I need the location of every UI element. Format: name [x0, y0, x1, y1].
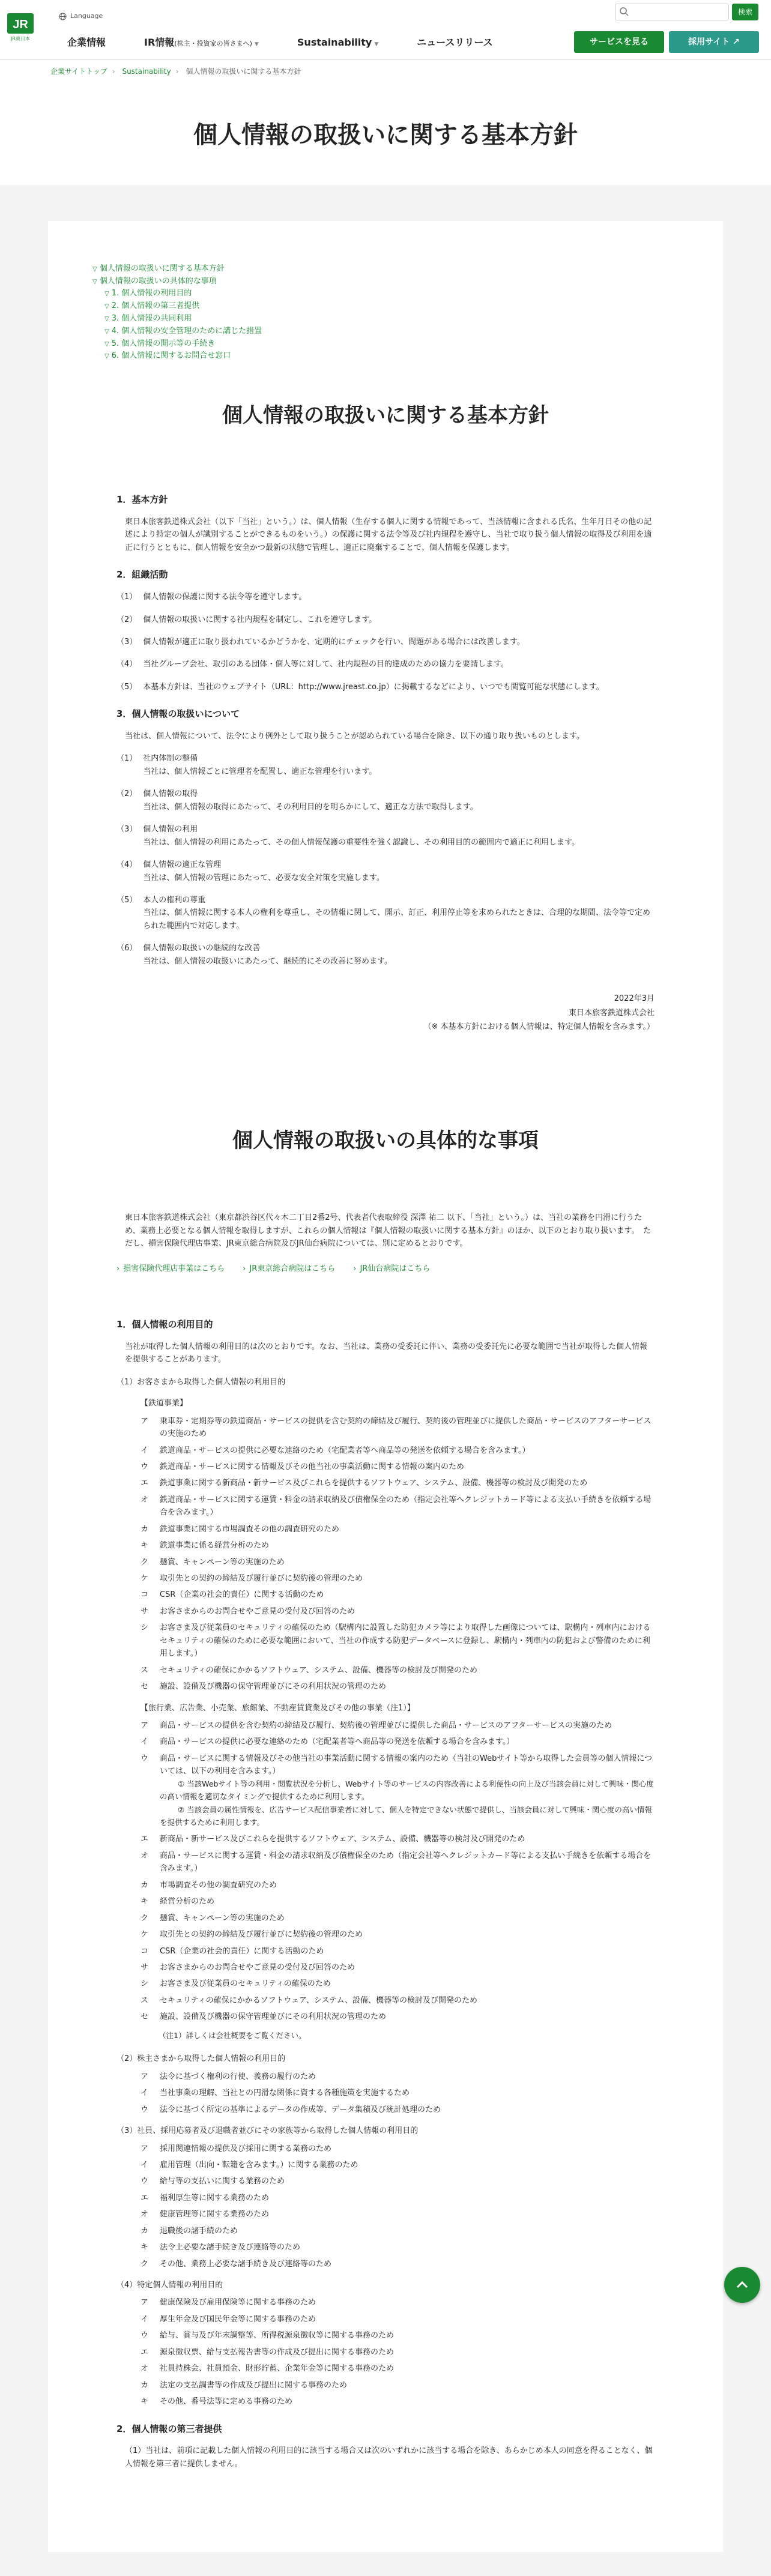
chevron-down-icon: ▼	[254, 41, 259, 47]
list-item: ア 商品・サービスの提供を含む契約の締結及び履行、契約後の管理並びに提供した商品・サービスのアフターサービスの実施のため	[141, 1721, 612, 1730]
nav-news[interactable]: ニュースリリース	[417, 37, 493, 48]
breadcrumb-top[interactable]: 企業サイトトップ	[50, 67, 107, 76]
toc-item[interactable]: ▽ 3. 個人情報の共同利用	[104, 313, 192, 323]
list-item: シ お客さま及び従業員のセキュリティの確保のため（駅構内に設置した防犯カメラ等により取得した画像については、駅構内・列車内におけるセキュリティの確保のために必要な範囲において、当社の作成する防犯データベースに登録し、駅構内・列車内の防犯および警備のために利用します。）	[141, 1623, 651, 1659]
search-input[interactable]	[615, 4, 729, 20]
list-item: （5） 本基本方針は、当社のウェブサイト（URL：http://www.jreast.co.jp）に掲載するなどにより、いつでも閲覧可能な状態にします。	[116, 682, 604, 692]
footnote: （注1）詳しくは会社概要をご覧ください。	[159, 2030, 306, 2040]
table-of-contents	[92, 263, 655, 363]
list-item: イ 雇用管理（出向・転籍を含みます。）に関する業務のため	[141, 2160, 358, 2170]
link-tokyo-hospital[interactable]: › JR東京総合病院はこちら	[243, 1262, 335, 1275]
chevron-up-icon	[735, 2278, 749, 2292]
subheading: （4）特定個人情報の利用目的	[116, 2281, 223, 2290]
signature: 2022年3月 東日本旅客鉄道株式会社 （※ 本基本方針における個人情報は、特定個人情報を含みます。）	[423, 994, 655, 1031]
paragraph: 当社が取得した個人情報の利用目的は次のとおりです。なお、当社は、業務の受委託に伴い、業務の受委託先に必要な範囲で当社が取得した個人情報を提供することがあります。	[125, 1342, 647, 1365]
jr-east-logo[interactable]	[7, 13, 34, 42]
search-icon	[619, 7, 629, 16]
heading: 1．個人情報の利用目的	[116, 1319, 213, 1330]
list-item: シ お客さま及び従業員のセキュリティの確保のため	[141, 1979, 331, 1989]
nav-corporate[interactable]: 企業情報	[67, 37, 106, 48]
list-item: エ 福利厚生等に関する業務のため	[141, 2193, 270, 2203]
list-item: （1） 個人情報の保護に関する法令等を遵守します。	[116, 593, 307, 602]
paragraph: 東日本旅客鉄道株式会社（以下「当社」という。）は、個人情報（生存する個人に関する情報であって、当該情報に含まれる氏名、生年月日その他の記述により特定の個人が識別することができるものをいう。）の保護に関する法令等及び社内規程を遵守し、当社で取り扱う個人情報の取得及び利用を適正に行うとともに、個人情報を安全かつ最新の状態で管理し、適正に廃棄することで、個人情報を保護します。	[125, 517, 652, 552]
list-item: ウ 鉄道商品・サービスに関する情報及びその他当社の事業活動に関する情報の案内のため	[141, 1462, 465, 1471]
list-item: ウ 給与等の支払いに関する業務のため	[141, 2177, 285, 2186]
toc-item[interactable]: ▽ 個人情報の取扱いに関する基本方針	[92, 264, 225, 273]
list-item: （5） 本人の権利の尊重 当社は、個人情報に関する本人の権利を尊重し、その情報に関して、開示、訂正、利用停止等を求められたときは、合理的な期間、法令等で定められた範囲内で対応します。	[116, 895, 651, 931]
list-item: （3） 個人情報が適正に取り扱われているかどうかを、定期的にチェックを行い、問題がある場合には改善します。	[116, 637, 525, 647]
list-item: イ 商品・サービスの提供に必要な連絡のため（宅配業者等へ商品等の発送を依頼する場合を含みます。）	[141, 1737, 515, 1747]
scroll-to-top-button[interactable]	[724, 2267, 760, 2303]
list-item: （6） 個人情報の取扱いの継続的な改善 当社は、個人情報の取扱いにあたって、継続的にその改善に努めます。	[116, 944, 392, 966]
list-item: イ 厚生年金及び国民年金等に関する事務のため	[141, 2314, 316, 2324]
shareholder-list	[141, 2071, 655, 2116]
toc-item[interactable]: ▽ 個人情報の取扱いの具体的な事項	[92, 276, 217, 286]
mynumber-list	[141, 2296, 655, 2408]
language-switch[interactable]	[59, 11, 103, 22]
list-item: ウ 給与、賞与及び年末調整等、所得税源泉徴収等に関する事務のため	[141, 2331, 395, 2341]
chevron-down-icon: ▼	[374, 41, 379, 47]
heading: 2．組織活動	[116, 569, 168, 581]
global-nav	[67, 35, 493, 50]
list-item: サ お客さまからのお問合せやご意見の受付及び回答のため	[141, 1962, 355, 1972]
paragraph: 当社は、個人情報について、法令により例外として取り扱うことが認められている場合を除き、以下の通り取り扱いものとします。	[125, 732, 584, 741]
list-item: イ 鉄道商品・サービスの提供に必要な連絡のため（宅配業者等へ商品等の発送を依頼する場合を含みます。）	[141, 1446, 530, 1455]
list-item: オ 社員持株会、社員預金、財形貯蓄、企業年金等に関する事務のため	[141, 2364, 395, 2374]
subheading: （3）社員、採用応募者及び退職者並びにその家族等から取得した個人情報の利用目的	[116, 2126, 419, 2136]
list-item: ス セキュリティの確保にかかるソフトウェア、システム、設備、機器等の検討及び開発のため	[141, 1665, 477, 1675]
list-item: ウ 商品・サービスに関する情報及びその他当社の事業活動に関する情報の案内のため（当社のWebサイト等から取得した会員等の個人情報については、以下の利用を含みます。） ① 当該Webサイト等の利用・閲覧状況を分析し、Webサイト等のサービスの内容改善による利便性の向上及び当該会員に対して興味・関心度の高い情報を適切なタイミングで提供するために利用します。 ② 当該会員の属性情報を、広告サービス配信事業者に対して、個人を特定できない状態で提供し、当該会員に対して興味・関心度の高い情報を提供するために利用します。	[141, 1754, 654, 1827]
section-title: 個人情報の取扱いの具体的な事項	[232, 1129, 539, 1153]
list-item: カ 法定の支払調書等の作成及び提出に関する事務のため	[141, 2380, 348, 2390]
paragraph: （1）当社は、前項に記載した個人情報の利用目的に該当する場合又は次のいずれかに該当する場合を除き、あらかじめ本人の同意を得ることなく、個人情報を第三者に提供しません。	[125, 2446, 653, 2469]
language-label: Language	[70, 12, 103, 20]
subheading: 【旅行業、広告業、小売業、旅館業、不動産賃貸業及びその他の事業（注1）】	[141, 1703, 415, 1713]
list-item: オ 商品・サービスに関する運賃・料金の請求収納及び債権保全のため（指定会社等へクレジットカード等による支払い手続きを依頼する場合を含みます。）	[141, 1851, 652, 1874]
subheading: 【鉄道事業】	[141, 1399, 188, 1408]
recruit-button[interactable]: 採用サイト ↗	[669, 31, 759, 53]
service-button[interactable]: サービスを見る	[574, 31, 664, 53]
toc-item[interactable]: ▽ 2. 個人情報の第三者提供	[104, 301, 200, 311]
handling-list	[116, 752, 655, 968]
page-title: 個人情報の取扱いに関する基本方針	[193, 121, 578, 149]
breadcrumb-current: 個人情報の取扱いに関する基本方針	[186, 67, 301, 76]
site-header	[0, 0, 771, 60]
list-item: カ 退職後の諸手続のため	[141, 2226, 238, 2236]
list-item: セ 施設、設備及び機器の保守管理並びにその利用状況の管理のため	[141, 1682, 387, 1692]
list-item: キ 法令上必要な諸手続き及び連絡等のため	[141, 2243, 301, 2252]
toc-item[interactable]: ▽ 6. 個人情報に関するお問合せ窓口	[104, 351, 231, 361]
subheading: （1）お客さまから取得した個人情報の利用目的	[116, 1377, 286, 1387]
org-list	[116, 591, 655, 693]
list-item: キ 経営分析のため	[141, 1897, 215, 1907]
list-item: ス セキュリティの確保にかかるソフトウェア、システム、設備、機器等の検討及び開発のため	[141, 1995, 477, 2005]
other-business-list	[141, 1719, 655, 2024]
rail-list	[141, 1415, 655, 1694]
list-item: ウ 法令に基づく所定の基準によるデータの作成等、データ集積及び統計処理のため	[141, 2105, 441, 2114]
list-item: カ 鉄道事業に関する市場調査その他の調査研究のため	[141, 1524, 340, 1534]
list-item: コ CSR（企業の社会的責任）に関する活動のため	[141, 1590, 324, 1600]
logo-text: JR東日本	[11, 36, 30, 41]
staff-list	[141, 2143, 655, 2271]
list-item: エ 源泉徴収票、給与支払報告書等の作成及び提出に関する事務のため	[141, 2347, 395, 2357]
list-item: キ その他、番号法等に定める事務のため	[141, 2397, 293, 2407]
toc-item[interactable]: ▽ 4. 個人情報の安全管理のために講じた措置	[104, 326, 262, 336]
list-item: ケ 取引先との契約の締結及び履行並びに契約後の管理のため	[141, 1930, 363, 1940]
list-item: カ 市場調査その他の調査研究のため	[141, 1880, 277, 1890]
content-area	[0, 185, 771, 2576]
list-item: サ お客さまからのお問合せやご意見の受付及び回答のため	[141, 1606, 355, 1616]
list-item: （3） 個人情報の利用 当社は、個人情報の利用にあたって、その個人情報保護の重要性を強く認識し、その利用目的の範囲内で適正に利用します。	[116, 825, 579, 847]
list-item: ク その他、業務上必要な諸手続き及び連絡等のため	[141, 2259, 332, 2269]
search-button[interactable]: 検索	[732, 4, 758, 20]
globe-icon	[59, 13, 67, 20]
list-item: （2） 個人情報の取扱いに関する社内規程を制定し、これを遵守します。	[116, 615, 377, 624]
list-item: ク 懸賞、キャンペーン等の実施のため	[141, 1913, 285, 1923]
heading: 1．基本方針	[116, 494, 168, 505]
list-item: ク 懸賞、キャンペーン等の実施のため	[141, 1557, 285, 1567]
list-item: ア 乗車券・定期券等の鉄道商品・サービスの提供を含む契約の締結及び履行、契約後の管理並びに提供した商品・サービスのアフターサービスの実施のため	[141, 1416, 652, 1439]
list-item: エ 新商品・新サービス及びこれらを提供するソフトウェア、システム、設備、機器等の検討及び開発のため	[141, 1835, 525, 1844]
list-item: ア 法令に基づく権利の行使、義務の履行のため	[141, 2072, 316, 2081]
list-item: （2） 個人情報の取得 当社は、個人情報の取得にあたって、その利用目的を明らかにして、適正な方法で取得します。	[116, 789, 478, 812]
list-item: オ 鉄道商品・サービスに関する運賃・料金の請求収納及び債権保全のため（指定会社等へクレジットカード等による支払い手続きを依頼する場合を含みます。）	[141, 1495, 652, 1518]
list-item: エ 鉄道事業に関する新商品・新サービス及びこれらを提供するソフトウェア、システム、設備、機器等の検討及び開発のため	[141, 1479, 588, 1488]
content-card	[48, 221, 723, 2552]
nav-sustainability[interactable]: Sustainability ▼	[297, 37, 379, 48]
nav-ir[interactable]: IR情報(株主・投資家の皆さまへ) ▼	[144, 37, 259, 48]
list-item: セ 施設、設備及び機器の保守管理並びにその利用状況の管理のため	[141, 2012, 387, 2022]
list-item: キ 鉄道事業に係る経営分析のため	[141, 1541, 270, 1551]
list-item: ケ 取引先との契約の締結及び履行並びに契約後の管理のため	[141, 1574, 363, 1584]
external-link-icon: ↗	[733, 37, 740, 47]
svg-text:JR: JR	[13, 18, 28, 31]
breadcrumb-sustainability[interactable]: Sustainability	[122, 67, 171, 76]
list-item: イ 当社事業の理解、当社との円滑な関係に資する各種施策を実施するため	[141, 2089, 410, 2098]
toc-item[interactable]: ▽ 5. 個人情報の開示等の手続き	[104, 339, 216, 348]
heading: 3．個人情報の取扱いについて	[116, 708, 240, 720]
link-insurance[interactable]: › 損害保険代理店事業はこちら	[116, 1262, 225, 1275]
subheading: （2）株主さまから取得した個人情報の利用目的	[116, 2054, 286, 2064]
list-item: （4） 個人情報の適正な管理 当社は、個人情報の管理にあたって、必要な安全対策を実施します。	[116, 860, 384, 882]
link-sendai-hospital[interactable]: › JR仙台病院はこちら	[353, 1262, 430, 1275]
list-item: オ 健康管理等に関する業務のため	[141, 2210, 270, 2219]
paragraph: 東日本旅客鉄道株式会社（東京都渋谷区代々木二丁目2番2号、代表者代表取締役 深澤 祐二 以下、「当社」という。）は、当社の業務を円滑に行うため、業務上必要となる個人情報を取得しますが、これらの個人情報は『個人情報の取扱いに関する基本方針』のほか、以下のとおり取り扱います。 ただし、損害保険代理店事業、JR東京総合病院及びJR仙台病院については、別に定めるとおりです。	[125, 1213, 651, 1249]
list-item: （4） 当社グループ会社、取引のある団体・個人等に対して、社内規程の目的達成のための協力を要請します。	[116, 660, 509, 669]
section-title: 個人情報の取扱いに関する基本方針	[222, 403, 549, 428]
breadcrumb: 企業サイトトップ › Sustainability › 個人情報の取扱いに関する基本方針	[50, 67, 301, 76]
related-links	[116, 1262, 655, 1275]
list-item: ア 健康保険及び雇用保険等に関する事務のため	[141, 2298, 316, 2308]
toc-item[interactable]: ▽ 1. 個人情報の利用目的	[104, 289, 192, 298]
heading: 2．個人情報の第三者提供	[116, 2423, 222, 2434]
list-item: ア 採用関連情報の提供及び採用に関する業務のため	[141, 2144, 332, 2153]
list-item: （1） 社内体制の整備 当社は、個人情報ごとに管理者を配置し、適正な管理を行います。	[116, 754, 377, 776]
list-item: コ CSR（企業の社会的責任）に関する活動のため	[141, 1946, 324, 1956]
